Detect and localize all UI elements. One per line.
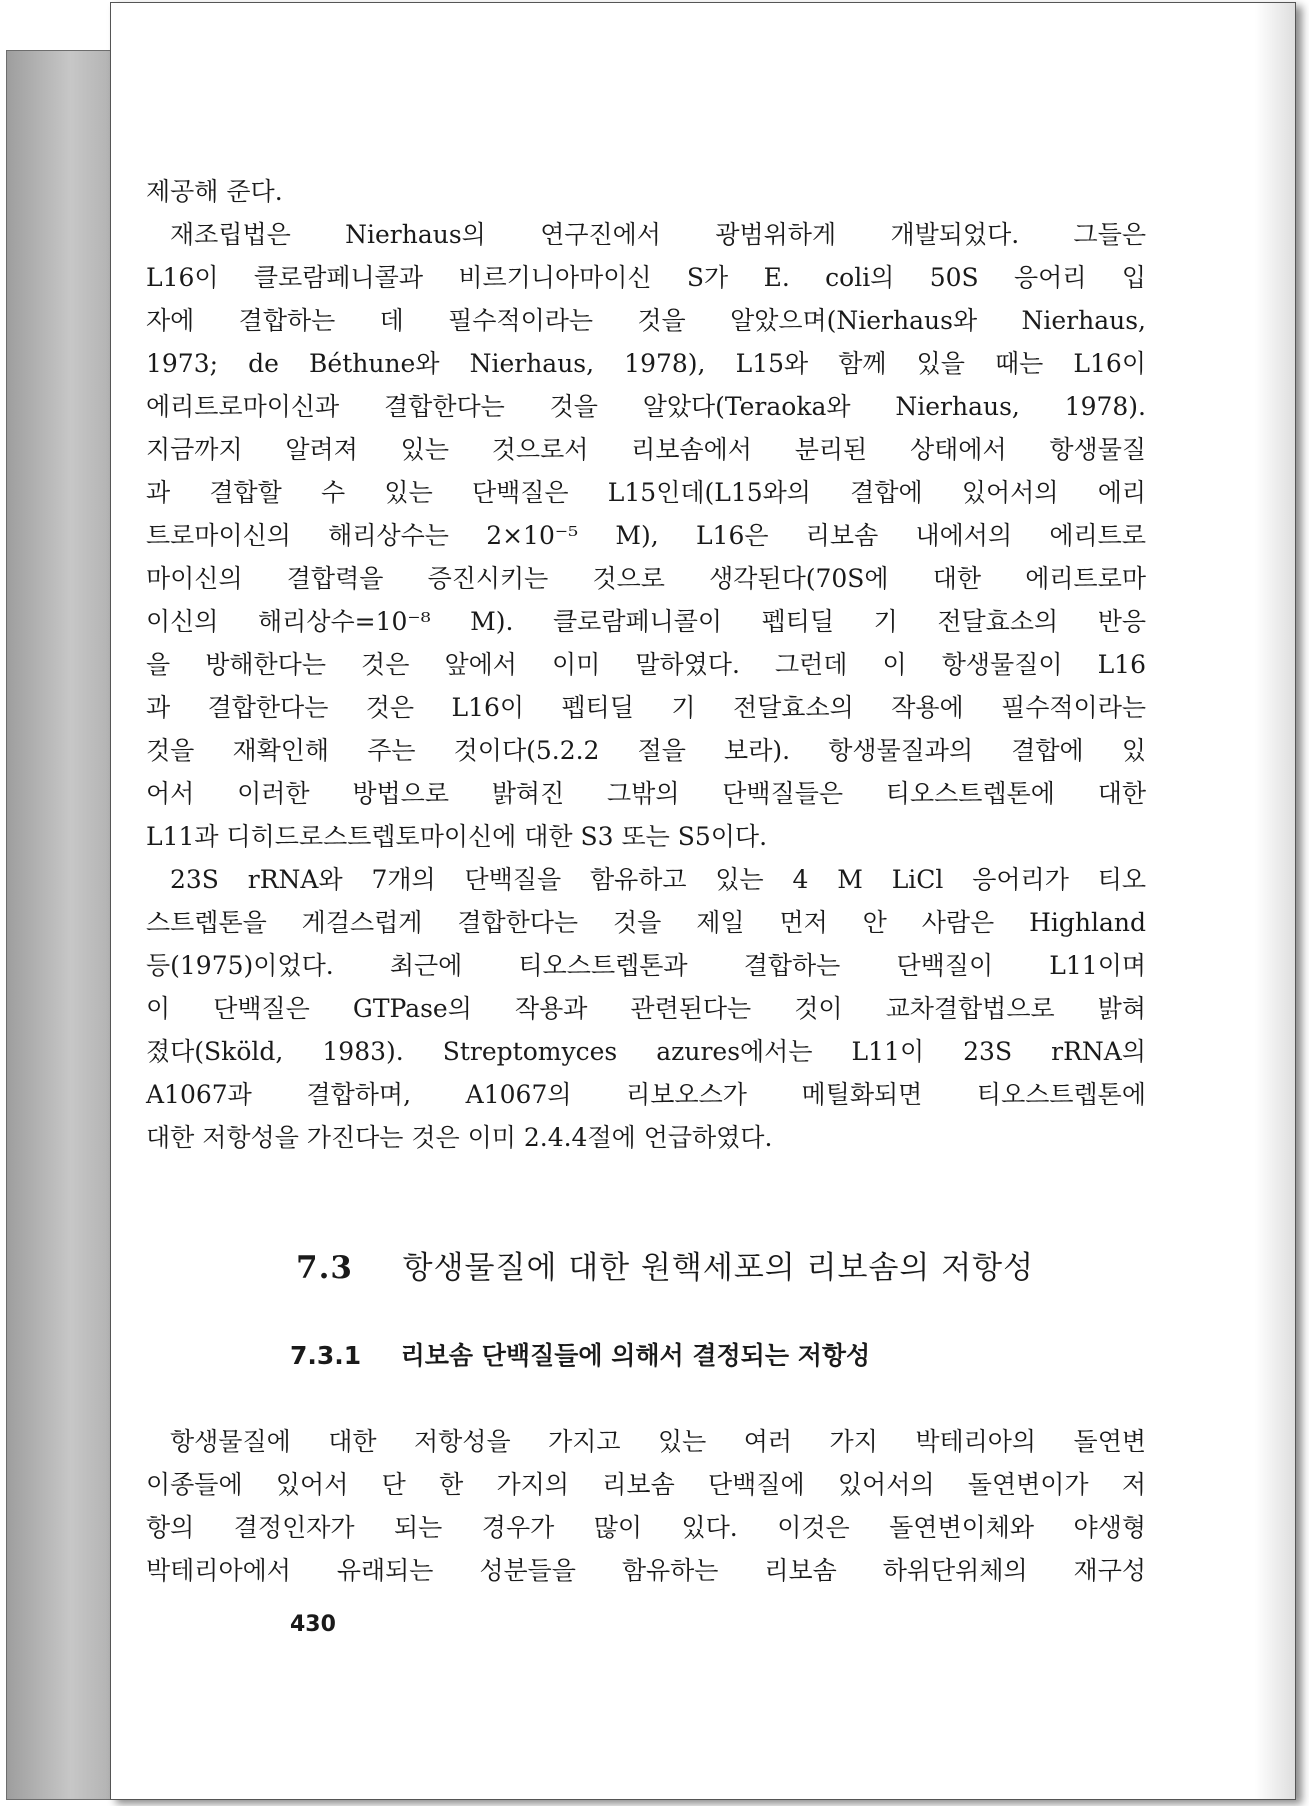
page-number: 430 [290,1612,336,1637]
text-line: 트로마이신의 해리상수는 2×10⁻⁵ M), L16은 리보솜 내에서의 에리트로 [146,521,1146,550]
text-line: 박테리아에서 유래되는 성분들을 함유하는 리보솜 하위단위체의 재구성 [146,1556,1146,1585]
text-line: 이 단백질은 GTPase의 작용과 관련된다는 것이 교차결합법으로 밝혀 [146,994,1146,1023]
paragraph-resistance [146,1420,1146,1592]
text-line: 이신의 해리상수=10⁻⁸ M). 클로람페니콜이 펩티딜 기 전달효소의 반응 [146,607,1146,636]
text-line: 졌다(Sköld, 1983). Streptomyces azures에서는 L11이 23S rRNA의 [146,1037,1146,1066]
text-line: 재조립법은 Nierhaus의 연구진에서 광범위하게 개발되었다. 그들은 [170,220,1146,249]
subsection-number: 7.3.1 [290,1341,362,1370]
paragraph-continuation [146,170,1146,213]
text-line: 과 결합할 수 있는 단백질은 L15인데(L15와의 결합에 있어서의 에리 [146,478,1146,507]
text-line: 이종들에 있어서 단 한 가지의 리보솜 단백질에 있어서의 돌연변이가 저 [146,1470,1146,1499]
text-line: 제공해 준다. [146,177,283,206]
text-line: 마이신의 결합력을 증진시키는 것으로 생각된다(70S에 대한 에리트로마 [146,564,1146,593]
text-line: 과 결합한다는 것은 L16이 펩티딜 기 전달효소의 작용에 필수적이라는 [146,693,1146,722]
text-line: 자에 결합하는 데 필수적이라는 것을 알았으며(Nierhaus와 Nierhaus, [146,306,1146,335]
text-line: 에리트로마이신과 결합한다는 것을 알았다(Teraoka와 Nierhaus, 1978). [146,392,1146,421]
subsection-heading [290,1336,870,1372]
paragraph-thiostrepton [146,858,1146,1159]
section-number: 7.3 [296,1250,353,1286]
text-line: L16이 클로람페니콜과 비르기니아마이신 S가 E. coli의 50S 응어리 입 [146,263,1146,292]
text-line: 지금까지 알려져 있는 것으로서 리보솜에서 분리된 상태에서 항생물질 [146,435,1146,464]
text-line: A1067과 결합하며, A1067의 리보오스가 메틸화되면 티오스트렙톤에 [146,1080,1146,1109]
text-line: 것을 재확인해 주는 것이다(5.2.2 절을 보라). 항생물질과의 결합에 있 [146,736,1146,765]
body-text-bottom [146,1420,1146,1592]
body-text-top [146,170,1146,1159]
text-line: 어서 이러한 방법으로 밝혀진 그밖의 단백질들은 티오스트렙톤에 대한 [146,779,1146,808]
section-title: 항생물질에 대한 원핵세포의 리보솜의 저항성 [402,1250,1035,1286]
paragraph-reassembly [146,213,1146,858]
text-line: 항생물질에 대한 저항성을 가지고 있는 여러 가지 박테리아의 돌연변 [170,1427,1146,1456]
text-line: 1973; de Béthune와 Nierhaus, 1978), L15와 함께 있을 때는 L16이 [146,349,1146,378]
text-line: 대한 저항성을 가진다는 것은 이미 2.4.4절에 언급하였다. [146,1123,773,1152]
page-edge-shading [1255,3,1295,1799]
section-heading [296,1242,1034,1287]
text-line: L11과 디히드로스트렙토마이신에 대한 S3 또는 S5이다. [146,822,768,851]
text-line: 을 방해한다는 것은 앞에서 이미 말하였다. 그런데 이 항생물질이 L16 [146,650,1146,679]
text-line: 등(1975)이었다. 최근에 티오스트렙톤과 결합하는 단백질이 L11이며 [146,951,1146,980]
book-spine [6,50,114,1800]
text-line: 23S rRNA와 7개의 단백질을 함유하고 있는 4 M LiCl 응어리가 티오 [170,865,1146,894]
subsection-title: 리보솜 단백질들에 의해서 결정되는 저항성 [400,1341,871,1370]
text-line: 항의 결정인자가 되는 경우가 많이 있다. 이것은 돌연변이체와 야생형 [146,1513,1146,1542]
text-line: 스트렙톤을 게걸스럽게 결합한다는 것을 제일 먼저 안 사람은 Highland [146,908,1146,937]
